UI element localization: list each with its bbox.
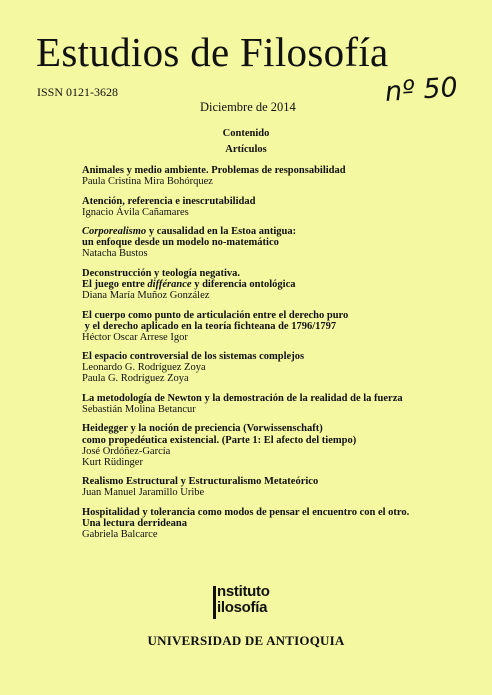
article-author: Natacha Bustos (82, 248, 148, 260)
article-title: Animales y medio ambiente. Problemas de responsabilidad (82, 165, 346, 176)
issue-date: Diciembre de 2014 (200, 100, 296, 114)
contents-heading: Contenido (222, 128, 270, 139)
article-title: Atención, referencia e inescrutabilidad (82, 195, 256, 207)
section-heading: Artículos (225, 144, 267, 155)
list-item (82, 226, 482, 259)
logo-bar (213, 586, 216, 619)
article-list (82, 165, 482, 548)
article-title: El cuerpo como punto de articulación entre el derecho puro (82, 309, 349, 321)
article-title-pre: El juego entre (82, 278, 148, 290)
article-author: Héctor Oscar Arrese Igor (82, 331, 188, 343)
list-item (82, 351, 482, 384)
article-author: Ignacio Ávila Cañamares (82, 206, 189, 218)
list-item (82, 393, 482, 415)
article-author: Paula G. Rodríguez Zoya (82, 373, 189, 385)
institute-logo (213, 584, 283, 622)
list-item (82, 310, 482, 343)
issn: ISSN 0121-3628 (37, 85, 119, 99)
issue-number: nº 50 (383, 71, 459, 108)
article-title: El espacio controversial de los sistemas complejos (82, 351, 305, 363)
article-title-line2: Una lectura derrideana (82, 517, 187, 529)
article-title: Deconstrucción y teología negativa. (82, 267, 241, 279)
journal-title: Estudios de Filosofía (36, 29, 389, 75)
logo-text (217, 584, 270, 616)
logo-line-1: nstituto (217, 583, 270, 600)
logo-line-2: ilosofía (217, 599, 268, 616)
list-item (82, 507, 482, 540)
article-author: Sebastián Molina Betancur (82, 403, 196, 415)
article-title: Realismo Estructural y Estructuralismo Metateórico (82, 476, 319, 488)
article-title-italic: différance (147, 278, 192, 290)
article-title-rest: y causalidad en la Estoa antigua: (146, 226, 297, 238)
article-title: Heidegger y la noción de preciencia (Vorwissenschaft) (82, 423, 323, 435)
list-item (82, 476, 482, 498)
article-author: José Ordóñez-García (82, 445, 171, 457)
list-item (82, 196, 482, 218)
list-item (82, 165, 482, 187)
article-title (82, 226, 482, 237)
article-title-line2: como propedéutica existencial. (Parte 1: El afecto del tiempo) (82, 434, 357, 446)
article-author: Leonardo G. Rodríguez Zoya (82, 362, 206, 374)
list-item (82, 268, 482, 301)
article-author: Kurt Rüdinger (82, 456, 143, 468)
article-author: Juan Manuel Jaramillo Uribe (82, 487, 205, 499)
article-title: La metodología de Newton y la demostración de la realidad de la fuerza (82, 392, 403, 404)
article-title: Hospitalidad y tolerancia como modos de pensar el encuentro con el otro. (82, 506, 410, 518)
article-author: Paula Cristina Mira Bohórquez (82, 176, 213, 188)
university-name: UNIVERSIDAD DE ANTIOQUIA (147, 633, 345, 648)
article-title-post: y diferencia ontológica (191, 278, 296, 290)
article-title-line2: y el derecho aplicado en la teoría fichteana de 1796/1797 (82, 320, 337, 332)
article-title-italic: Corporealismo (82, 226, 147, 238)
article-title-line2: un enfoque desde un modelo no-matemático (82, 237, 279, 249)
list-item (82, 423, 482, 467)
article-author: Gabriela Balcarce (82, 528, 158, 540)
article-title-line2 (82, 279, 482, 290)
article-author: Diana María Muñoz González (82, 290, 210, 302)
